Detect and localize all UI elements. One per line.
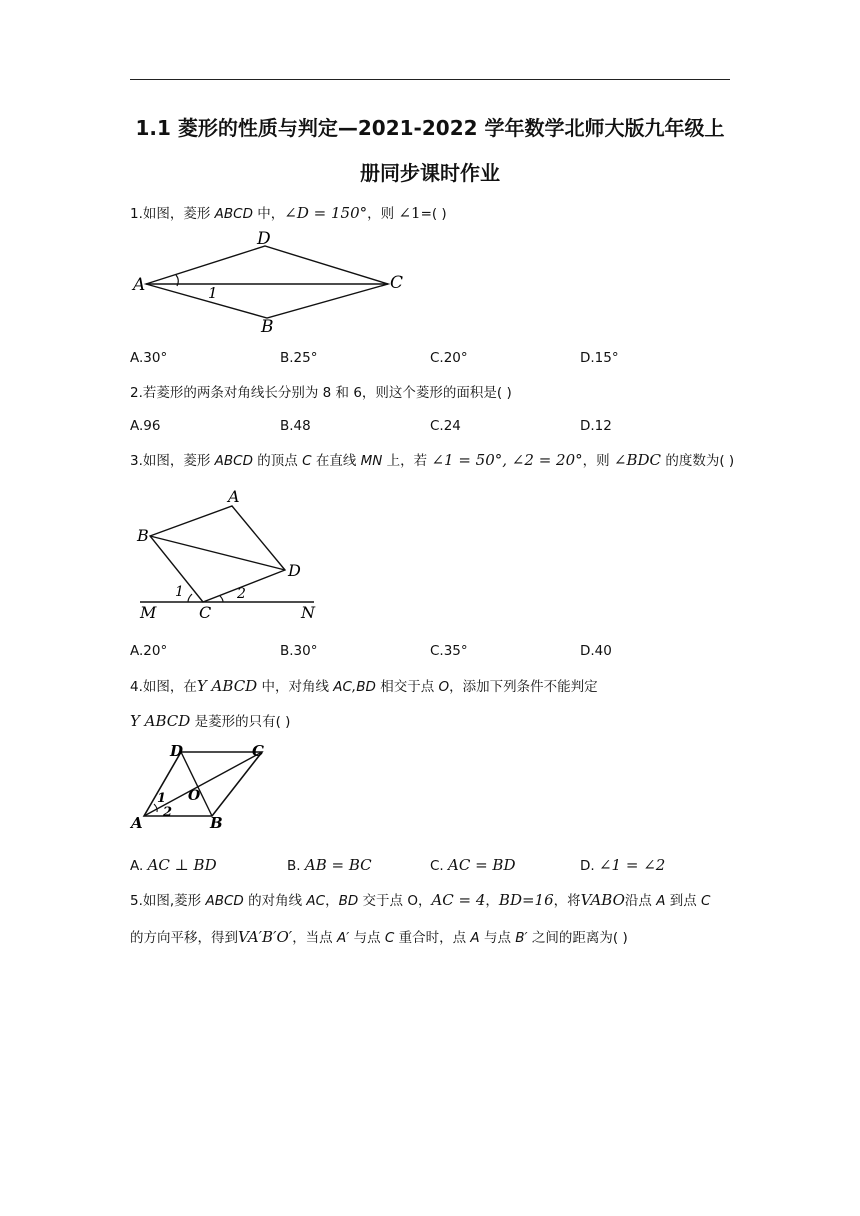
q4-label-a: A bbox=[131, 814, 143, 832]
q5-condition-bd: BD=16 bbox=[498, 891, 554, 909]
q1-option-d[interactable]: D.15° bbox=[580, 350, 619, 366]
question-2: 2.若菱形的两条对角线长分别为 8 和 6，则这个菱形的面积是( ) bbox=[130, 385, 512, 401]
q5-triangle: VABO bbox=[580, 891, 625, 909]
q1-asked-angle: ∠1 bbox=[398, 204, 421, 222]
q3-option-d[interactable]: D.40 bbox=[580, 643, 612, 659]
top-rule bbox=[130, 79, 730, 80]
q3-rhombus-figure bbox=[130, 486, 330, 621]
q2-option-c[interactable]: C.24 bbox=[430, 418, 461, 434]
q1-label-a: A bbox=[133, 275, 146, 295]
question-3: 3.如图，菱形 ABCD 的顶点 C 在直线 MN 上，若 ∠1 = 50°, ∠2 = 20°，则 ∠BDC 的度数为( ) bbox=[130, 451, 735, 469]
q3-label-2: 2 bbox=[237, 586, 246, 602]
q2-option-b[interactable]: B.48 bbox=[280, 418, 311, 434]
q3-option-b[interactable]: B.30° bbox=[280, 643, 318, 659]
q4-label-c: C bbox=[252, 742, 264, 760]
q4-option-a[interactable]: A. AC ⊥ BD bbox=[130, 856, 217, 874]
q3-option-c[interactable]: C.35° bbox=[430, 643, 468, 659]
q1-label-d: D bbox=[257, 229, 271, 249]
q1-option-a[interactable]: A.30° bbox=[130, 350, 168, 366]
q3-label-m: M bbox=[140, 603, 157, 622]
question-4-line2: Y ABCD 是菱形的只有( ) bbox=[130, 712, 291, 730]
q4-label-o: O bbox=[188, 788, 201, 804]
q1-label-c: C bbox=[390, 273, 404, 293]
q1-option-b[interactable]: B.25° bbox=[280, 350, 318, 366]
q3-condition: ∠1 = 50°, ∠2 = 20° bbox=[431, 451, 583, 469]
q5-condition-ac: AC = 4 bbox=[431, 891, 486, 909]
q4-option-c[interactable]: C. AC = BD bbox=[430, 856, 516, 874]
q4-option-d[interactable]: D. ∠1 = ∠2 bbox=[580, 856, 666, 874]
page-title-line2: 册同步课时作业 bbox=[360, 161, 500, 185]
q1-option-c[interactable]: C.20° bbox=[430, 350, 468, 366]
q5-triangle-translated: VA′B′O′ bbox=[238, 928, 293, 946]
q1-label-b: B bbox=[261, 317, 274, 337]
question-5-line2: 的方向平移，得到VA′B′O′，当点 A′ 与点 C 重合时，点 A 与点 B′ 之间的距离为( ) bbox=[130, 928, 628, 946]
q3-label-1: 1 bbox=[175, 584, 184, 600]
question-4-line1: 4.如图，在Y ABCD 中，对角线 AC,BD 相交于点 O，添加下列条件不能判定 bbox=[130, 677, 598, 695]
q1-rhombus-figure bbox=[130, 228, 420, 343]
q4-option-b[interactable]: B. AB = BC bbox=[287, 856, 372, 874]
q3-asked-angle: ∠BDC bbox=[613, 451, 662, 469]
page-title-line1: 1.1 菱形的性质与判定—2021-2022 学年数学北师大版九年级上 bbox=[135, 116, 725, 140]
q1-label-1: 1 bbox=[208, 284, 218, 302]
q2-option-a[interactable]: A.96 bbox=[130, 418, 161, 434]
question-1: 1.如图，菱形 ABCD 中，∠D = 150°，则 ∠1=( ) bbox=[130, 204, 447, 222]
q3-label-a: A bbox=[228, 487, 240, 506]
q4-parallelogram-figure bbox=[130, 742, 280, 837]
q1-figure-name: ABCD bbox=[214, 206, 253, 222]
q4-parallelogram: Y ABCD bbox=[196, 677, 258, 695]
q3-option-a[interactable]: A.20° bbox=[130, 643, 168, 659]
q4-label-2: 2 bbox=[163, 805, 173, 820]
q4-label-1: 1 bbox=[157, 791, 167, 806]
q2-option-d[interactable]: D.12 bbox=[580, 418, 612, 434]
q4-label-b: B bbox=[210, 814, 223, 832]
q1-condition: ∠D = 150° bbox=[284, 204, 368, 222]
q3-label-n: N bbox=[301, 603, 315, 622]
question-5-line1: 5.如图,菱形 ABCD 的对角线 AC，BD 交于点 O，AC = 4，BD=16，将VABO沿点 A 到点 C bbox=[130, 891, 711, 909]
q3-label-d: D bbox=[288, 561, 301, 580]
q3-label-b: B bbox=[137, 526, 149, 545]
q4-label-d: D bbox=[170, 742, 184, 760]
q3-label-c: C bbox=[199, 603, 212, 622]
